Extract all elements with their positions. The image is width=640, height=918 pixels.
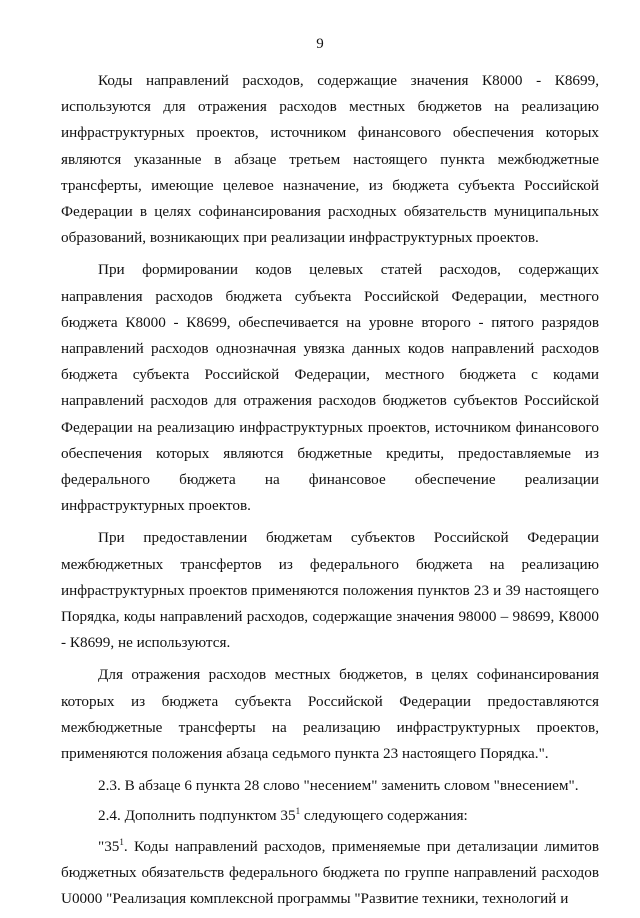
paragraph-interbudget-transfers: При предоставлении бюджетам субъектов Российской Федерации межбюджетных трансфертов из федерального бюджета на реализацию инфраструктурных проектов применяются положения пунктов 23 и 39 настоящего Порядка, коды направлений расходов, содержащие значения 98000 – 98699, К8000 - К8699, не используются. xyxy=(61,529,599,652)
paragraph-item-2-4 xyxy=(61,803,599,829)
document-body xyxy=(61,68,599,918)
item-2-4-text: 2.4. Дополнить подпунктом 35 xyxy=(98,807,296,825)
item-35-1-open: "35 xyxy=(98,837,120,855)
paragraph-local-cofinancing: Для отражения расходов местных бюджетов, в целях софинансирования которых из бюджета субъекта Российской Федерации предоставляются межбюджетные трансферты на реализацию инфраструктурных проектов, применяются положения абзаца седьмого пункта 23 настоящего Порядка.". xyxy=(61,666,599,763)
paragraph-target-codes: При формировании кодов целевых статей расходов, содержащих направления расходов бюджета субъекта Российской Федерации, местного бюджета К8000 - К8699, обеспечивается на уровне второго - пятого разрядов направлений расходов однозначная увязка данных кодов направлений расходов бюджета субъекта Российской Федерации, местного бюджета с кодами направлений расходов для отражения расходов бюджетов субъектов Российской Федерации на реализацию инфраструктурных проектов, источником финансового обеспечения которых являются бюджетные кредиты, предоставляемые из федерального бюджета на финансовое обеспечение реализации инфраструктурных проектов. xyxy=(61,261,599,515)
item-35-1-superscript: 1 xyxy=(119,836,124,847)
paragraph-item-35-1 xyxy=(61,834,599,913)
paragraph-k8000-local-budgets: Коды направлений расходов, содержащие значения К8000 - К8699, используются для отражения расходов местных бюджетов на реализацию инфраструктурных проектов, источником финансового обеспечения которых являются указанные в абзаце третьем настоящего пункта межбюджетные трансферты, имеющие целевое назначение, из бюджета субъекта Российской Федерации в целях софинансирования расходных обязательств муниципальных образований, возникающих при реализации инфраструктурных проектов. xyxy=(61,72,599,247)
item-2-4-superscript: 1 xyxy=(295,806,301,817)
paragraph-item-2-3: 2.3. В абзаце 6 пункта 28 слово "несением" заменить словом "внесением". xyxy=(98,777,579,795)
page-number: 9 xyxy=(316,36,324,52)
item-35-1-text: . Коды направлений расходов, применяемые при детализации лимитов бюджетных обязательств федерального бюджета по группе направлений расходов U0000 "Реализация комплексной программы "Развитие техники, технологий и xyxy=(61,837,599,908)
item-2-4-text-end: следующего содержания: xyxy=(300,807,468,825)
